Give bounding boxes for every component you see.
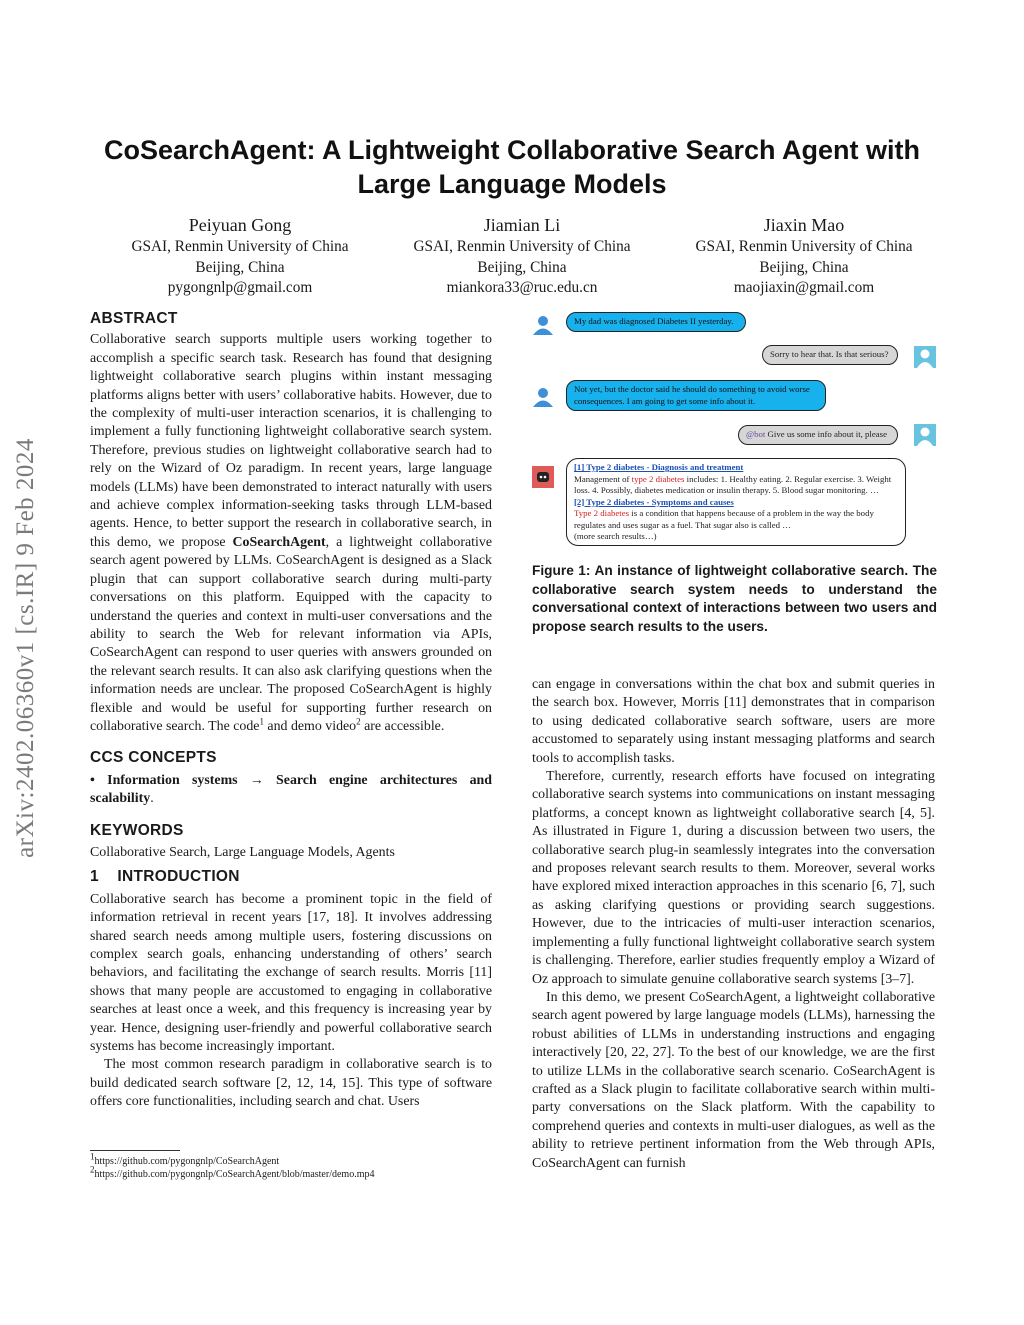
author-affiliation: GSAI, Renmin University of China xyxy=(131,238,349,255)
figure-caption: Figure 1: An instance of lightweight collaborative search. The collaborative search system needs to understand the conversational context of interactions between two users and propose search results to the users. xyxy=(532,563,937,634)
chat-message-4: @bot Give us some info about it, please xyxy=(738,425,898,445)
search-result-2-title[interactable]: [2] Type 2 diabetes - Symptoms and causes xyxy=(574,496,734,507)
footnotes xyxy=(90,1151,492,1181)
user-icon xyxy=(532,314,554,336)
author-affiliation: GSAI, Renmin University of China xyxy=(413,238,631,255)
author-name: Peiyuan Gong xyxy=(188,215,292,235)
author-email[interactable]: pygongnlp@gmail.com xyxy=(167,279,313,296)
title-line-1: CoSearchAgent: A Lightweight Collaborative Search Agent with xyxy=(103,135,921,165)
figure-1 xyxy=(532,312,940,548)
search-result-1-snippet: Management of type 2 diabetes includes: 1. Healthy eating. 2. Regular exercise. 3. Weight loss. 4. Possibly, diabetes medication or insulin therapy. 5. Blood sugar monitoring. … xyxy=(574,473,892,495)
author-name: Jiamian Li xyxy=(483,215,561,235)
author-location: Beijing, China xyxy=(759,258,849,276)
chat-message-1: My dad was diagnosed Diabetes II yesterday. xyxy=(566,312,746,332)
author-block xyxy=(100,214,944,299)
intro-paragraph-5: In this demo, we present CoSearchAgent, a lightweight collaborative search agent powered by large language models (LLMs), harnessing the robust abilities of LLMs in understanding instructions and engaging interactively [20, 22, 27]. To the best of our knowledge, we are the first to utilize LLMs in the collaborative search scenario. CoSearchAgent is crafted as a Slack plugin to facilitate collaborative search within multi-party conversations on the Slack platform. With the capability to comprehend queries and contexts in multi-user dialogues, as well as the ability to retrieve pertinent information from the Web through APIs, CoSearchAgent can furnish xyxy=(532,989,935,1171)
ccs-heading: CCS CONCEPTS xyxy=(90,749,217,767)
author-email[interactable]: miankora33@ruc.edu.cn xyxy=(446,279,598,296)
footnote-1[interactable]: $^1$https://github.com/pygongnlp/CoSearchAgent xyxy=(90,1151,280,1167)
intro-heading: 1 INTRODUCTION xyxy=(90,868,240,886)
title-line-2: Large Language Models xyxy=(357,169,667,199)
intro-paragraph-1: Collaborative search has become a prominent topic in the field of information retrieval in recent years [17, 18]. It involves addressing shared search needs among multiple users, fostering discussions on complex search goals, enhancing understanding of others’ search behaviors, and facilitating the exchange of search results. Morris [11] shows that many people are accustomed to engaging in collaborative searches at least once a week, and this frequency is increasing year by year. Hence, designing user-friendly and powerful collaborative search systems has become increasingly important. xyxy=(90,891,492,1055)
author-affiliation: GSAI, Renmin University of China xyxy=(695,238,913,255)
footnote-rule xyxy=(90,1150,180,1151)
paper-title xyxy=(60,133,964,201)
author-name: Jiaxin Mao xyxy=(763,215,845,235)
author-location: Beijing, China xyxy=(477,258,567,276)
arxiv-identifier: arXiv:2402.06360v1 [cs.IR] 9 Feb 2024 xyxy=(12,438,39,858)
intro-paragraph-2: The most common research paradigm in collaborative search is to build dedicated search software [2, 12, 14, 15]. This type of software offers core functionalities, including search and chat. Users xyxy=(90,1057,492,1110)
chat-message-3: Not yet, but the doctor said he should do something to avoid worse consequences. I am going to get some info about it. xyxy=(566,380,826,411)
bot-icon xyxy=(532,466,554,488)
system-name: CoSearchAgent xyxy=(232,534,326,550)
author-1 xyxy=(100,214,380,299)
intro-paragraph-4: Therefore, currently, research efforts have focused on integrating collaborative search systems into communications on instant messaging platforms, a concept known as lightweight collaborative search [4, 5]. As illustrated in Figure 1, during a discussion between two users, the collaborative search plug-in seamlessly integrates into the conversation and proposes relevant search results to them. Moreover, several works have explored mixed interaction approaches in this scenario [6, 7], such as asking clarifying questions or providing search suggestions. However, due to the intricacies of multi-user interaction scenarios, implementing a fully functional lightweight collaborative search system is challenging. Therefore, earlier studies frequently employ a Wizard of Oz approach to simulate genuine collaborative search systems [3–7]. xyxy=(532,769,935,987)
search-results-message xyxy=(566,458,906,546)
left-column xyxy=(90,310,492,1112)
right-column xyxy=(532,676,935,1173)
footnote-2[interactable]: $^2$https://github.com/pygongnlp/CoSearchAgent/blob/master/demo.mp4 xyxy=(90,1164,375,1180)
keywords-text: Collaborative Search, Large Language Models, Agents xyxy=(90,844,395,860)
more-results: (more search results…) xyxy=(574,531,657,541)
user-icon xyxy=(914,346,936,368)
footnote-ref-2[interactable]: 2 xyxy=(356,716,361,727)
footnote-ref-1[interactable]: 1 xyxy=(259,716,264,727)
chat-message-2: Sorry to hear that. Is that serious? xyxy=(762,345,898,365)
author-email[interactable]: maojiaxin@gmail.com xyxy=(733,279,875,296)
search-result-2-snippet: Type 2 diabetes is a condition that happens because of a problem in the way the body regulates and uses sugar as a fuel. That sugar also is called … xyxy=(574,508,874,530)
user-icon xyxy=(914,424,936,446)
search-result-1-title[interactable]: [1] Type 2 diabetes - Diagnosis and treatment xyxy=(574,462,744,472)
keywords-heading: KEYWORDS xyxy=(90,821,184,839)
abstract-heading: ABSTRACT xyxy=(90,310,178,327)
intro-paragraph-3: can engage in conversations within the chat box and submit queries in the search box. However, Morris [11] demonstrates that in comparison to using dedicated collaborative search software, users are more accustomed to separately using instant messaging platforms and search tools to accomplish tasks. xyxy=(532,677,935,766)
author-2 xyxy=(382,214,662,299)
author-3 xyxy=(664,214,944,299)
ccs-text: • Information systems → Search engine architectures and scalability. xyxy=(90,772,492,807)
abstract-text: Collaborative search supports multiple users working together to accomplish a specific search task. Research has found that designing lightweight collaborative search plugins within instant messaging platforms aligns better with users’ collaborative habits. However, due to the complexity of multi-user interaction scenarios, it is challenging to implement a fully functioning lightweight collaborative search system. Therefore, previous studies on lightweight collaborative search had to rely on the Wizard of Oz paradigm. In recent years, large language models (LLMs) have been demonstrated to interact naturally with users and achieve complex information-seeking tasks through LLM-based agents. Hence, to better support the research in collaborative search, in this demo, we propose CoSearchAgent, a lightweight collaborative search agent powered by LLMs. CoSearchAgent is designed as a Slack plugin that can support collaborative search during multi-party conversations on this platform. Equipped with the capacity to understand the queries and context in multi-user conversations and the ability to search the Web for relevant information via APIs, CoSearchAgent can respond to user queries with answers grounded on the relevant search results. It can also ask clarifying questions when the information needs are unclear. The proposed CoSearchAgent is highly flexible and would be useful for supporting further research on collaborative search. The code$^1$ and demo video$^2$ are accessible. xyxy=(90,332,492,734)
user-icon xyxy=(532,386,554,408)
author-location: Beijing, China xyxy=(195,258,285,276)
